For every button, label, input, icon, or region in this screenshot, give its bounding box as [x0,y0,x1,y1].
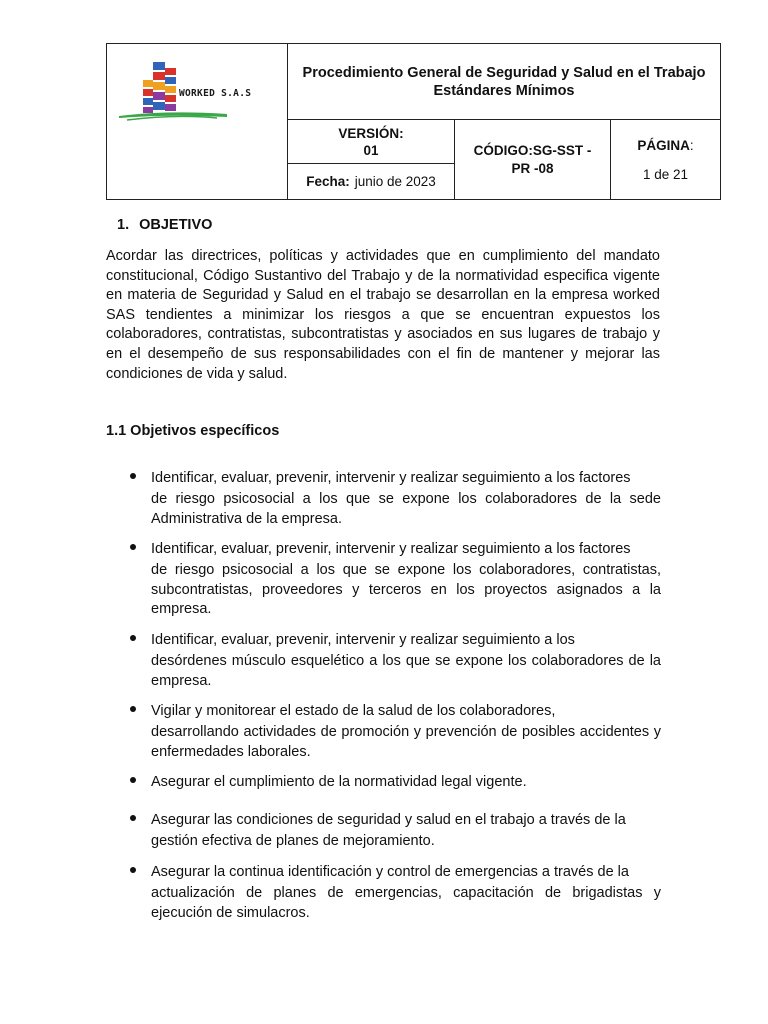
document-title: Procedimiento General de Seguridad y Salud en el Trabajo [302,64,706,81]
logo-text: WORKED S.A.S [179,88,252,99]
list-item-first-line: Identificar, evaluar, prevenir, intervenir y realizar seguimiento a los [151,631,575,648]
header-table [106,43,721,200]
list-item [106,770,661,794]
section-heading-objetivo [117,217,212,233]
document-title-cell [288,44,720,120]
list-item [106,466,661,529]
list-item [106,628,661,691]
page-colon: : [689,137,694,153]
list-item-first-line: Asegurar la continua identificación y control de emergencias a través de la [151,863,629,880]
subsection-heading: 1.1 Objetivos específicos [106,423,280,439]
list-item-first-line: Identificar, evaluar, prevenir, intervenir y realizar seguimiento a los factores [151,541,631,558]
list-item-first-line: Asegurar las condiciones de seguridad y salud en el trabajo a través de la [151,812,626,829]
bullet-icon [130,867,136,873]
list-item-text: de riesgo psicosocial a los que se expone los colaboradores, contratistas, subcontratistas, proveedores y terceros en los proyectos asignados a la empresa. [151,562,661,618]
page-value: 1 de 21 [642,166,689,182]
list-item-first-line: Asegurar el cumplimiento de la normatividad legal vigente. [151,774,527,791]
list-item [106,808,661,852]
document-subtitle: Estándares Mínimos [433,82,575,99]
list-item [106,699,661,762]
bullet-icon [130,815,136,821]
code-line2: PR -08 [511,160,554,176]
list-item-first-line: Vigilar y monitorear el estado de la salud de los colaboradores, [151,703,556,720]
section-title: OBJETIVO [139,217,213,233]
bullet-icon [130,544,136,550]
version-label: VERSIÓN: [338,125,404,141]
code-line1: CÓDIGO:SG-SST - [473,142,592,158]
date-box [288,163,454,199]
logo-cell [107,44,288,199]
date-label: Fecha: [306,173,350,189]
bullet-icon [130,473,136,479]
list-item-first-line: Identificar, evaluar, prevenir, intervenir y realizar seguimiento a los factores [151,470,631,486]
version-value: 01 [363,142,379,158]
list-item-text: de riesgo psicosocial a los que se expone los colaboradores de la sede Administrativa de la empresa. [151,491,661,527]
objectives-list [106,466,661,931]
list-item [106,860,661,923]
list-item-text: gestión efectiva de planes de mejoramiento. [151,833,435,850]
company-logo [107,44,288,199]
date-value: junio de 2023 [354,173,436,189]
page-label: PÁGINA [637,137,690,153]
list-item-text: actualización de planes de emergencias, capacitación de brigadistas y ejecución de simulacros. [151,884,661,921]
section-number: 1. [117,217,130,233]
version-box [288,120,454,164]
list-item-text: desarrollando actividades de promoción y prevención de posibles accidentes y enfermedades laborales. [151,724,661,760]
page-cell [611,120,720,199]
list-item [106,537,661,620]
objetivo-paragraph: Acordar las directrices, políticas y actividades que en cumplimiento del mandato constitucional, Código Sustantivo del Trabajo y de la normatividad especifica vigente en materia de Seguridad y Salud en el trabajo se desarrollan en la empresa worked SAS tendientes a minimizar los riesgos a que se encuentran expuestos los colaboradores, contratistas, subcontratistas y asociados en sus lugares de trabajo y en el desempeño de sus responsabilidades con el fin de mantener y mejorar las condiciones de vida y salud. [106,248,660,382]
page-label-wrap [637,138,693,153]
code-cell [455,120,611,199]
bullet-icon [130,777,136,783]
bullet-icon [130,635,136,641]
list-item-text: desórdenes músculo esquelético a los que se expone los colaboradores de la empresa. [151,652,661,689]
version-cell [288,120,455,199]
bullet-icon [130,706,136,712]
